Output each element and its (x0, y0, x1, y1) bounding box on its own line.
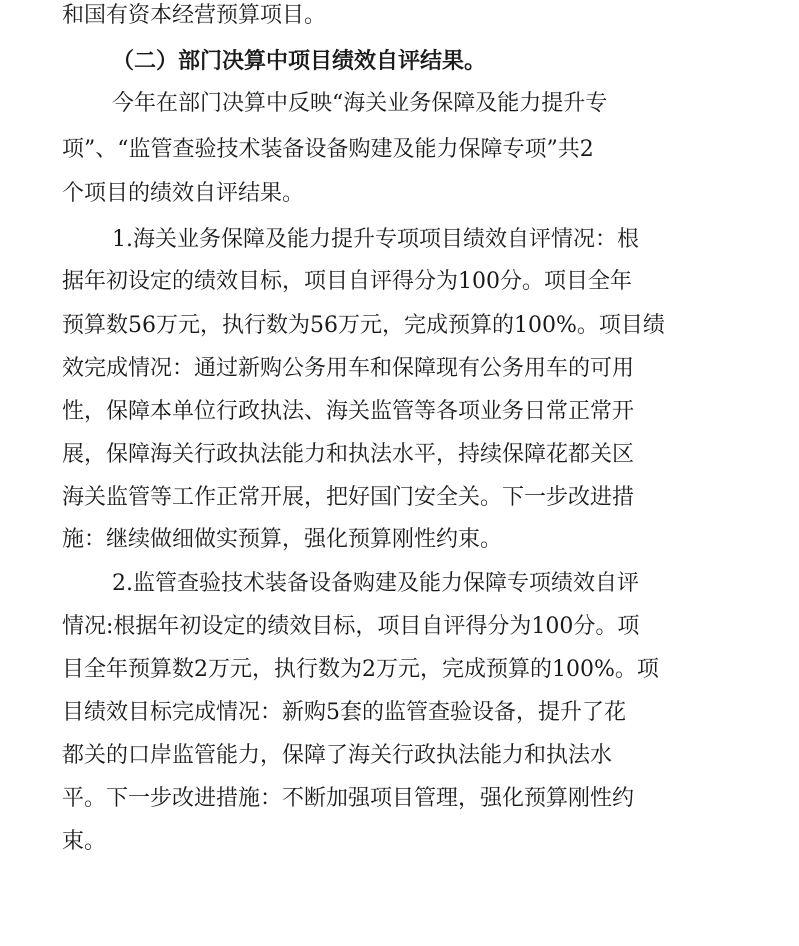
text-line: 目绩效目标完成情况：新购5套的监管查验设备，提升了花 (62, 700, 626, 725)
text-line: 个项目的绩效自评结果。 (62, 181, 305, 206)
section-heading: （二）部门决算中项目绩效自评结果。 (112, 48, 487, 74)
text-line: 性，保障本单位行政执法、海关监管等各项业务日常正常开 (62, 399, 635, 424)
text-line: 情况:根据年初设定的绩效目标，项目自评得分为100分。项 (62, 614, 640, 639)
text-line: 展，保障海关行政执法能力和执法水平，持续保障花都关区 (62, 442, 635, 467)
text-line: 据年初设定的绩效目标，项目自评得分为100分。项目全年 (62, 269, 632, 294)
text-line: 平。下一步改进措施：不断加强项目管理，强化预算刚性约 (62, 786, 635, 811)
text-line: 预算数56万元，执行数为56万元，完成预算的100%。项目绩 (62, 313, 665, 338)
item-1-heading-line: 1.海关业务保障及能力提升专项项目绩效自评情况：根 (112, 227, 639, 252)
text-line: 项”、“监管查验技术装备设备购建及能力保障专项”共2 (62, 137, 594, 162)
text-line: 今年在部门决算中反映“海关业务保障及能力提升专 (112, 91, 608, 116)
item-2-heading-line: 2.监管查验技术装备设备购建及能力保障专项绩效自评 (112, 571, 639, 596)
text-line: 和国有资本经营预算项目。 (62, 3, 327, 28)
text-line: 都关的口岸监管能力，保障了海关行政执法能力和执法水 (62, 743, 613, 768)
text-line: 目全年预算数2万元，执行数为2万元，完成预算的100%。项 (62, 657, 659, 682)
text-line: 施：继续做细做实预算，强化预算刚性约束。 (62, 527, 503, 552)
text-line: 海关监管等工作正常开展，把好国门安全关。下一步改进措 (62, 485, 635, 510)
text-line: 效完成情况：通过新购公务用车和保障现有公务用车的可用 (62, 356, 635, 381)
text-line: 束。 (62, 829, 107, 854)
